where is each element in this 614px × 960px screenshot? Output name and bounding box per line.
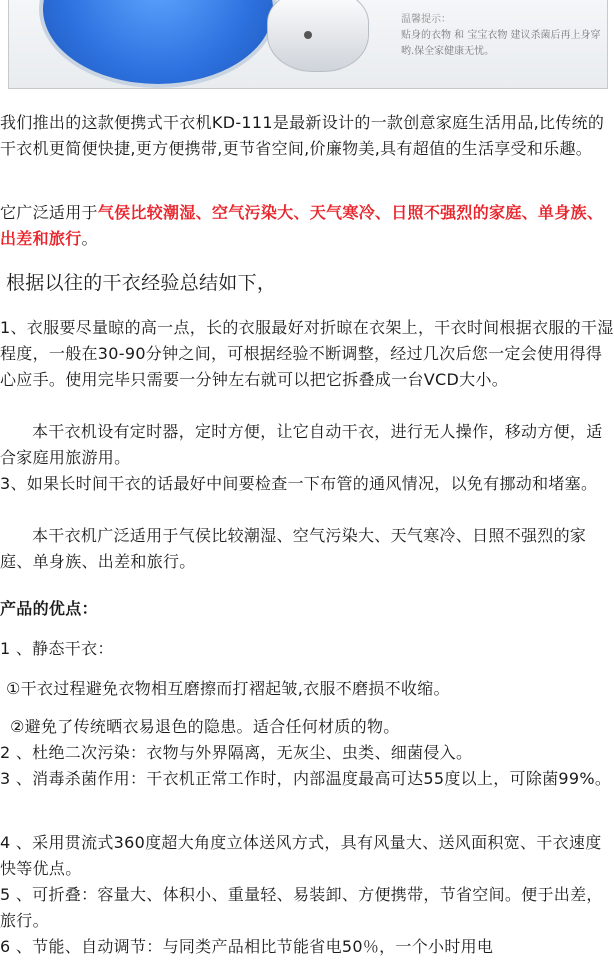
usage-suffix: 。	[81, 229, 98, 248]
advantage-5: 5 、可折叠：容量大、体积小、重量轻、易装卸、方便携带，节省空间。便于出差，旅行。	[0, 885, 603, 930]
dryer-bag-illustration	[39, 0, 277, 88]
tip-title: 温馨提示：	[401, 14, 451, 25]
advantage-1-sub-2: ②避免了传统晒衣易退色的隐患。适合任何材质的物。	[10, 717, 400, 736]
advantage-4: 4 、采用贯流式360度超大角度立体送风方式，具有风量大、送风面积宽、干衣速度快等优点。	[0, 833, 602, 878]
tip-3: 3、如果长时间干衣的话最好中间要检查一下布管的通风情况，以免有挪动和堵塞。	[0, 474, 598, 493]
intro-paragraph: 我们推出的这款便携式干衣机KD-111是最新设计的一款创意家庭生活用品,比传统的干衣机更简便快捷,更方便携带,更节省空间,价廉物美,具有超值的生活享受和乐趣。	[0, 113, 605, 158]
advantage-1-sub-1: ①干衣过程避免衣物相互磨擦而打褶起皱,衣服不磨损不收缩。	[6, 679, 450, 698]
advantages-heading: 产品的优点：	[0, 599, 98, 618]
tip-text: 贴身的衣物 和 宝宝衣物 建议杀菌后再上身穿哟.保全家健康无忧。	[401, 30, 601, 57]
dryer-unit-illustration	[267, 0, 369, 72]
usage-paragraph	[0, 200, 614, 252]
tip-1: 1、衣服要尽量晾的高一点，长的衣服最好对折晾在衣架上，干衣时间根据衣服的干湿程度，一般在30-90分钟之间，可根据经验不断调整，经过几次后您一定会使用得得心应手。使用完毕只需要一分钟左右就可以把它拆叠成一台VCD大小。	[0, 318, 614, 389]
power-knob-icon	[304, 31, 312, 39]
advantage-1: 1 、静态干衣：	[0, 639, 114, 658]
tip-scope: 本干衣机广泛适用于气侯比较潮湿、空气污染大、天气寒冷、日照不强烈的家庭、单身族、出差和旅行。	[0, 526, 587, 571]
advantage-3: 3 、消毒杀菌作用：干衣机正常工作时，内部温度最高可达55度以上，可除菌99%。	[0, 769, 612, 788]
product-banner-image	[8, 0, 608, 89]
advantage-6: 6 、节能、自动调节：与同类产品相比节能省电50％，一个小时用电	[0, 937, 494, 956]
advantage-2: 2 、杜绝二次污染：衣物与外界隔离，无灰尘、虫类、细菌侵入。	[0, 743, 473, 762]
tip-timer: 本干衣机设有定时器，定时方便，让它自动干衣，进行无人操作，移动方便，适合家庭用旅游用。	[0, 422, 603, 467]
usage-prefix: 它广泛适用于	[0, 203, 98, 222]
experience-heading: 根据以往的干衣经验总结如下，	[6, 272, 277, 294]
usage-highlight: 气侯比较潮湿、空气污染大、天气寒冷、日照不强烈的家庭、单身族、出差和旅行	[0, 203, 604, 248]
